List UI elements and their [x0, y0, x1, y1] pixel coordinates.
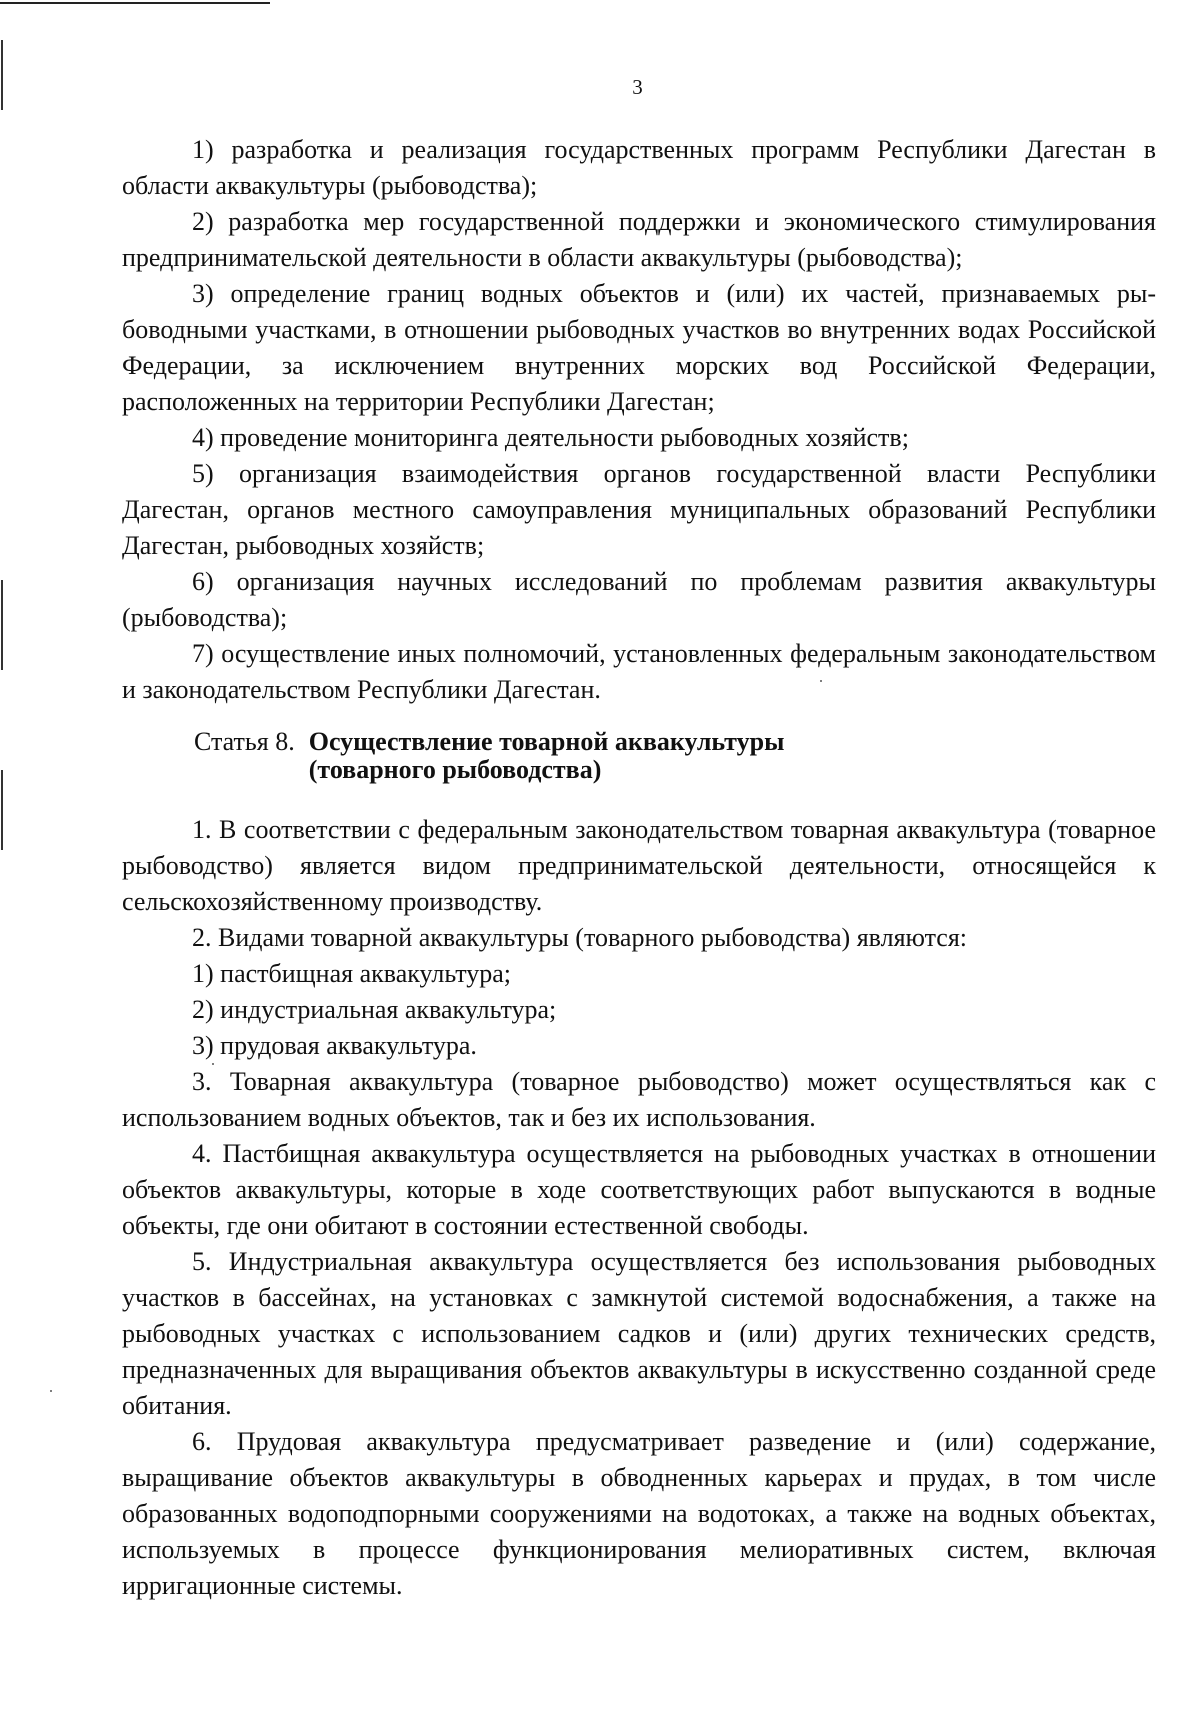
- article-body: [122, 812, 1156, 1604]
- article-paragraph: 3. Товарная аквакультура (товарное рыбоводство) может осуществляться как с использованием водных объектов, так и без их использования.: [122, 1067, 1156, 1132]
- list-item: 4) проведение мониторинга деятельности рыбоводных хозяйств;: [192, 423, 909, 452]
- list-item: 1) разработка и реализация государственных программ Республики Дагестан в области аквакультуры (рыбоводства);: [122, 135, 1156, 200]
- article-title: [309, 728, 785, 784]
- list-item: 6) организация научных исследований по проблемам развития аквакультуры (рыбоводства);: [122, 567, 1156, 632]
- scan-artifact-top-line: [0, 2, 270, 4]
- scan-artifact-left-edge: [1, 770, 3, 850]
- article-paragraph: 5. Индустриальная аквакультура осуществляется без использования рыбоводных участков в бассейнах, на установках с замкнутой системой водоснабжения, а также на рыбоводных участках с использованием садков и (или) других технических средств, предназначенных для выращивания объектов аквакультуры в искусственно созданной среде обитания.: [122, 1247, 1156, 1420]
- article-paragraph: 6. Прудовая аквакультура предусматривает разведение и (или) содержание, выращивание объектов аквакультуры в обводненных карьерах и прудах, в том числе образованных водоподпорными сооружениями на водотоках, а также на водных объектах, используемых в процессе функционирования мелиоративных систем, включая ирригационные системы.: [122, 1427, 1156, 1600]
- article-paragraph: 1) пастбищная аквакультура;: [192, 959, 511, 988]
- scan-speck: [50, 1390, 52, 1392]
- article-paragraph: 1. В соответствии с федеральным законодательством товарная аквакультура (товарное рыбоводство) является видом предпринимательской деятельности, относящейся к сельскохозяйственному производству.: [122, 815, 1156, 916]
- list-item: 7) осуществление иных полномочий, установленных федеральным законодательством и законодательством Республики Дагестан.: [122, 639, 1156, 704]
- page-number: 3: [632, 75, 643, 99]
- scan-artifact-left-edge: [1, 580, 3, 670]
- document-body: [122, 132, 1156, 1604]
- list-item: 2) разработка мер государственной поддержки и экономического стимулирования предпринимательской деятельности в области аквакультуры (рыбоводства);: [122, 207, 1156, 272]
- article-paragraph: 3) прудовая аквакультура.: [192, 1031, 477, 1060]
- article-title-line: Осуществление товарной аквакультуры: [308, 727, 785, 756]
- list-item: 3) определение границ водных объектов и (или) их частей, признаваемых рыбоводными участками, в отношении рыбоводных участков во внутренних водах Российской Федерации, за исключением внутренних морских вод Российской Федерации, расположенных на территории Республики Дагестан;: [122, 279, 1156, 416]
- article-paragraph: 2. Видами товарной аквакультуры (товарного рыбоводства) являются:: [192, 923, 968, 952]
- article-paragraph: 4. Пастбищная аквакультура осуществляется на рыбоводных участках в отношении объектов аквакультуры, которые в ходе соответствующих работ выпускаются в водные объекты, где они обитают в состоянии естественной свободы.: [122, 1139, 1156, 1240]
- article-number: Статья 8.: [194, 727, 295, 756]
- article-heading: [122, 728, 1156, 784]
- article-paragraph: 2) индустриальная аквакультура;: [192, 995, 557, 1024]
- powers-list: [122, 132, 1156, 708]
- list-item: 5) организация взаимодействия органов государственной власти Республики Дагестан, органов местного самоуправления муниципальных образований Республики Дагестан, рыбоводных хозяйств;: [122, 459, 1156, 560]
- article-title-line: (товарного рыбоводства): [308, 755, 602, 784]
